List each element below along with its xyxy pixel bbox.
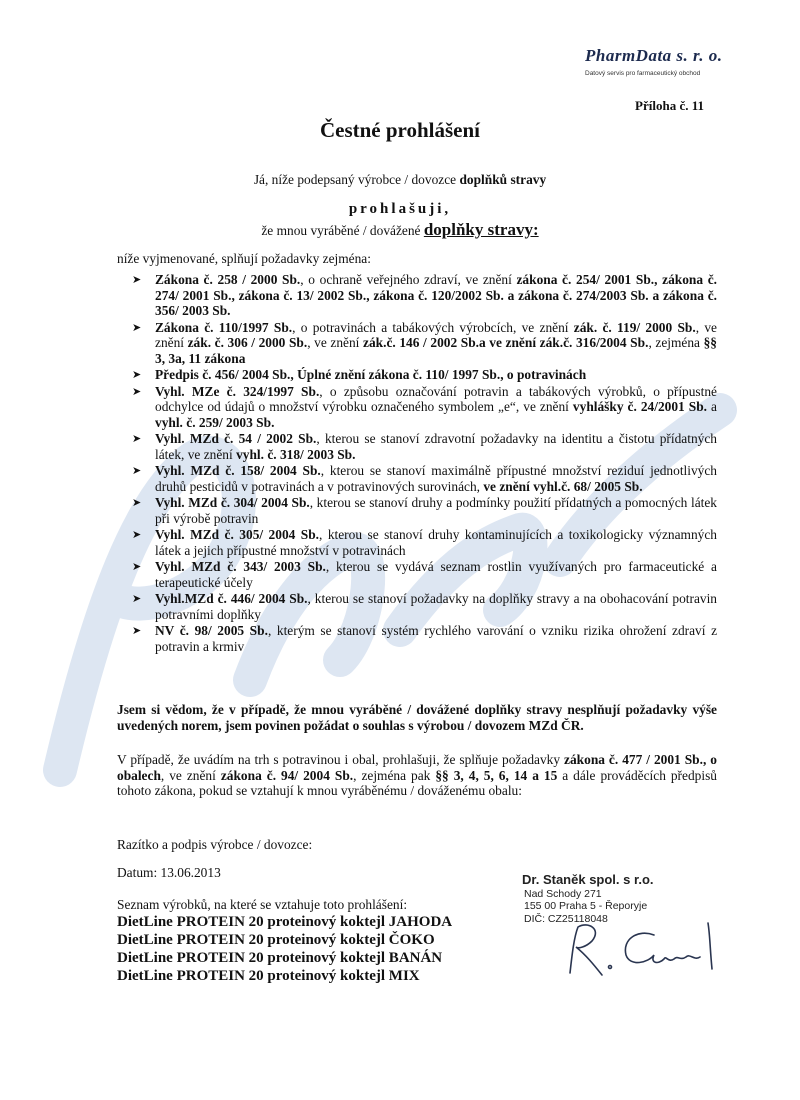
attachment-label: Příloha č. 11 [635,98,704,113]
intro-line-bold: doplňků stravy [459,172,547,187]
law-item [132,272,717,319]
law-item-run: , kterou se stanoví zdravotní požadavky na identitu a čistotu přídatných látek, ve znění [155,431,717,462]
law-item [132,527,717,558]
law-item-run: , kterou se vydává seznam rostlin využívaných pro farmaceutické a terapeutické účely [155,559,718,590]
intro-line [0,172,800,188]
law-item-run: , kterým se stanoví systém rychlého varování o vzniku rizika ohrožení zdraví z potravin a krmiv [155,623,718,654]
stamp-signature-label: Razítko a podpis výrobce / dovozce: [117,837,313,852]
product-item: DietLine PROTEIN 20 proteinový koktejl MIX [117,968,420,984]
law-item-run: , zejména [648,335,704,350]
product-item: DietLine PROTEIN 20 proteinový koktejl JAHODA [117,914,453,930]
law-item-run: , ve znění [307,335,364,350]
law-item-run: NV č. 98/ 2005 Sb. [155,623,268,638]
law-item-run: Vyhl. MZd č. 54 / 2002 Sb. [155,431,317,446]
intro2-bold: doplňky stravy: [423,220,539,239]
products-heading: Seznam výrobků, na které se vztahuje toto prohlášení: [117,897,408,912]
intro2-text: že mnou vyráběné / dovážené [261,223,424,238]
product-item: DietLine PROTEIN 20 proteinový koktejl ČOKO [117,932,435,948]
arrow-bullet-icon: ➤ [132,273,142,286]
arrow-bullet-icon: ➤ [132,464,142,477]
law-item-run: zák.č. 146 / 2002 Sb.a ve znění zák.č. 316/2004 Sb. [363,335,649,350]
arrow-bullet-icon: ➤ [132,320,142,334]
arrow-bullet-icon: ➤ [132,368,142,381]
law-item-run: Vyhl. MZd č. 305/ 2004 Sb. [155,527,320,542]
law-item-run: ve znění vyhl.č. 68/ 2005 Sb. [483,478,643,494]
packaging-run: V případě, že uvádím na trh s potravinou i obal, prohlašuji, že splňuje požadavky [117,752,565,767]
arrow-bullet-icon: ➤ [132,592,142,605]
law-item [132,431,717,462]
company-city: 155 00 Praha 5 - Řeporyje [524,900,648,912]
law-item [132,623,717,654]
law-item-run: Zákona č. 110/1997 Sb. [155,319,293,335]
law-item-run: , kterou se stanoví maximálně přípustné množství reziduí jednotlivých druhů pesticidů v potravinách a v potravinových surovinách, [155,463,718,494]
date-field: Datum: 13.06.2013 [117,865,221,880]
law-item-run: Předpis č. 456/ 2004 Sb., Úplné znění zákona č. 110/ 1997 Sb., o potravinách [155,367,587,382]
arrow-bullet-icon: ➤ [132,384,142,398]
law-item-run: , kterou se stanoví požadavky na doplňky stravy a na obohacování potravin potravními doplňky [155,591,717,622]
law-item-run: Zákona č. 258 / 2000 Sb. [155,272,301,287]
intro-line-text: Já, níže podepsaný výrobce / dovozce [253,172,460,187]
company-logo [585,46,723,81]
law-item-run: zákona č. 254/ 2001 Sb., zákona č. 274/ 2001 Sb., zákona č. 13/ 2002 Sb., zákona č. 120/2002 Sb. a zákona č. 274/2003 Sb. a zákona č. 356/ 2003 Sb. [155,272,717,318]
logo-brand: PharmData s. r. o. [585,46,723,65]
law-item-run: a [707,399,717,414]
law-item-run: Vyhl. MZd č. 158/ 2004 Sb. [155,463,321,478]
awareness-statement: Jsem si vědom, že v případě, že mnou vyráběné / dovážené doplňky stravy nesplňují požadavky výše uvedených norem, jsem povinen požádat o souhlas s výrobou / dovozem MZd ČR. [117,702,717,733]
law-item-run: vyhl. č. 318/ 2003 Sb. [236,446,356,462]
company-name: Dr. Staněk spol. s r.o. [522,872,654,887]
law-item-run: , o ochraně veřejného zdraví, ve znění [300,272,517,287]
packaging-statement [117,752,717,799]
company-dic: DIČ: CZ25118048 [524,912,608,925]
arrow-bullet-icon: ➤ [132,560,142,573]
arrow-bullet-icon: ➤ [132,624,142,637]
arrow-bullet-icon: ➤ [132,496,142,509]
law-item-run: zák. č. 306 / 2000 Sb. [187,335,308,350]
products-list [117,913,452,985]
packaging-run: , ve znění [160,767,221,783]
law-item-run: vyhl. č. 259/ 2003 Sb. [155,414,275,430]
law-item-run: Vyhl. MZe č. 324/1997 Sb. [155,383,320,399]
packaging-run: §§ 3, 4, 5, 6, 14 a 15 [435,767,558,783]
law-item [132,367,717,383]
packaging-run: zákona č. 94/ 2004 Sb. [220,767,354,783]
intro-line-2 [0,222,800,239]
law-item [132,559,717,590]
law-item [132,591,717,622]
packaging-run: zákona č. 477 / 2001 Sb., o obalech [117,752,717,783]
requirements-intro: níže vyjmenované, splňují požadavky zejména: [117,251,371,266]
company-street: Nad Schody 271 [524,887,602,900]
law-item-run: zák. č. 119/ 2000 Sb. [573,319,696,335]
law-item-run: , ve znění [155,319,717,350]
law-item [132,384,717,431]
handwritten-signature [558,915,728,985]
logo-tagline: Datový servis pro farmaceutický obchod [585,69,701,77]
packaging-run: a dále prováděcích předpisů tohoto zákona, pokud se vztahují k mnou vyráběnému / dováženému obalu: [117,767,717,798]
law-item [132,495,717,526]
law-item-run: , o způsobu označování potravin a tabákových výrobků, o přípustné odchylce od údajů o množství výrobku označeného symbolem „e“, ve znění [155,383,717,414]
law-item-run: , kterou se stanoví druhy kontaminujících a toxikologicky významných látek a jejich přípustné množství v potravinách [155,527,718,558]
law-item-run: Vyhl. MZd č. 304/ 2004 Sb. [155,495,310,510]
laws-list [132,272,717,655]
law-item-run: vyhlášky č. 24/2001 Sb. [572,399,708,414]
law-item [132,463,717,494]
declare-heading: prohlašuji, [348,201,452,217]
arrow-bullet-icon: ➤ [132,432,142,445]
document-title: Čestné prohlášení [319,118,481,142]
law-item [132,320,717,367]
law-item-run: Vyhl.MZd č. 446/ 2004 Sb. [155,591,308,606]
arrow-bullet-icon: ➤ [132,528,142,541]
law-item-run: , o potravinách a tabákových výrobcích, ve znění [292,319,574,335]
product-item: DietLine PROTEIN 20 proteinový koktejl BANÁN [117,950,443,966]
law-item-run: §§ 3, 3a, 11 zákona [155,335,717,366]
law-item-run: Vyhl. MZd č. 343/ 2003 Sb. [155,559,326,574]
law-item-run: , kterou se stanoví druhy a podmínky použití přídatných a pomocných látek při výrobě potravin [155,495,717,526]
packaging-run: , zejména pak [353,767,436,783]
